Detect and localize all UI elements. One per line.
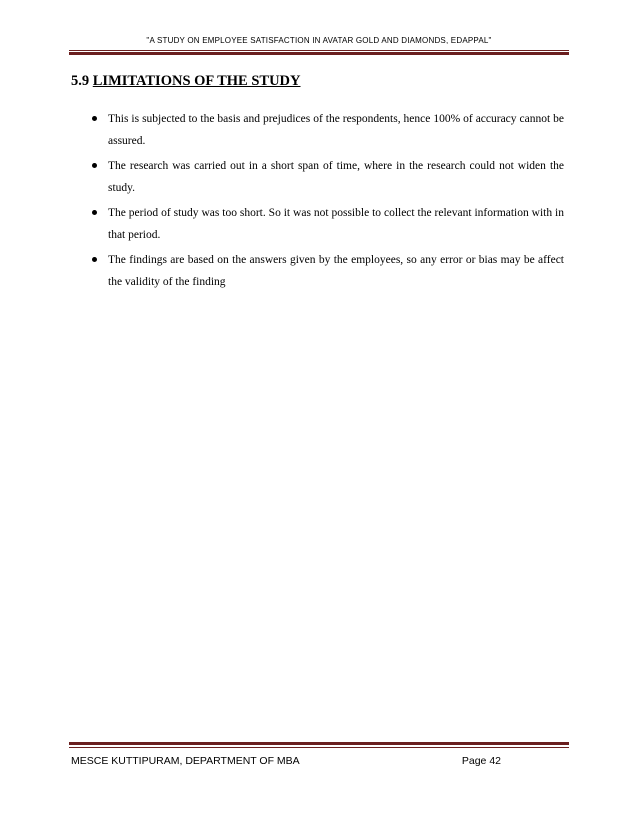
- list-item: [90, 249, 564, 293]
- page-number: Page 42: [461, 755, 501, 767]
- list-item-text: This is subjected to the basis and prejudices of the respondents, hence 100% of accuracy cannot be assured.: [108, 113, 564, 147]
- bullet-icon: [92, 257, 97, 262]
- list-item-text: The period of study was too short. So it was not possible to collect the relevant information with in that period.: [108, 207, 564, 241]
- bullet-icon: [92, 210, 97, 215]
- bullet-icon: [92, 163, 97, 168]
- list-item: [90, 108, 564, 152]
- running-header: "A STUDY ON EMPLOYEE SATISFACTION IN AVATAR GOLD AND DIAMONDS, EDAPPAL": [146, 36, 492, 45]
- bullet-icon: [92, 116, 97, 121]
- list-item: [90, 155, 564, 199]
- header-rule-thin: [69, 50, 569, 51]
- header-rule-thick: [69, 52, 569, 55]
- section-number: 5.9: [71, 73, 90, 89]
- footer-rule-thin: [69, 747, 569, 748]
- footer-institution: MESCE KUTTIPURAM, DEPARTMENT OF MBA: [71, 755, 300, 767]
- list-item-text: The research was carried out in a short span of time, where in the research could not widen the study.: [108, 160, 564, 194]
- section-heading: [71, 73, 301, 90]
- list-item-text: The findings are based on the answers given by the employees, so any error or bias may be affect the validity of the finding: [108, 254, 564, 288]
- section-title: LIMITATIONS OF THE STUDY: [92, 73, 301, 89]
- footer: [71, 755, 569, 767]
- list-item: [90, 202, 564, 246]
- footer-rule-thick: [69, 742, 569, 745]
- limitations-list: [90, 108, 564, 296]
